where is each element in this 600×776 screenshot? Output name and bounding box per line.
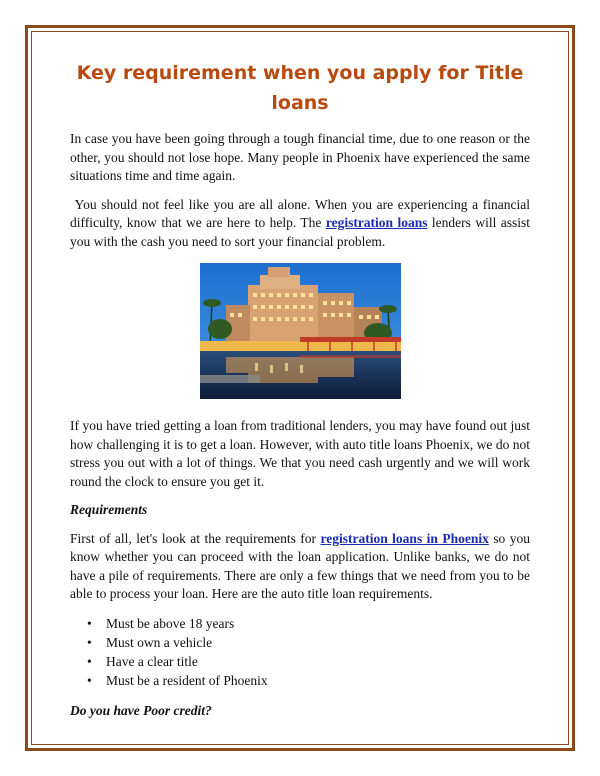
- phoenix-hotel-photo: [200, 263, 401, 399]
- paragraph-help: You should not feel like you are all alone. When you are experiencing a financial difficulty, know that we are here to help. The registration loans lenders will assist you with the cash you need to sort your financial problem.: [70, 196, 531, 249]
- requirements-heading: Requirements: [70, 502, 148, 517]
- list-item: • Must be a resident of Phoenix: [106, 671, 530, 690]
- registration-loans-phoenix-link[interactable]: registration loans in Phoenix: [320, 530, 489, 546]
- document-body: [70, 58, 530, 730]
- requirements-list: [70, 614, 530, 690]
- poor-credit-heading: Do you have Poor credit?: [70, 702, 212, 718]
- registration-loans-link[interactable]: registration loans: [325, 215, 428, 230]
- paragraph-requirements-intro: First of all, let's look at the requirements for registration loans in Phoenix so you know whether you can proceed with the loan application. Unlike banks, we do not have a pile of requirements. There are only a few things that we need from you to be able to process your loan. Here are the auto title loan requirements.: [70, 530, 530, 601]
- list-item: • Must be above 18 years: [106, 614, 530, 633]
- page-title: Key requirement when you apply for Title loans: [76, 62, 524, 114]
- paragraph-traditional-lenders: If you have tried getting a loan from traditional lenders, you may have found out just how challenging it is to get a loan. However, with auto title loans Phoenix, we do not stress you out with a lot of things. We that you need cash urgently and we will work round the clock to ensure you get it.: [70, 418, 530, 489]
- list-item: • Have a clear title: [106, 652, 530, 671]
- list-item: • Must own a vehicle: [106, 633, 530, 652]
- paragraph-intro: In case you have been going through a tough financial time, due to one reason or the other, you should not lose hope. Many people in Phoenix have experienced the same situations time and time again.: [70, 131, 530, 183]
